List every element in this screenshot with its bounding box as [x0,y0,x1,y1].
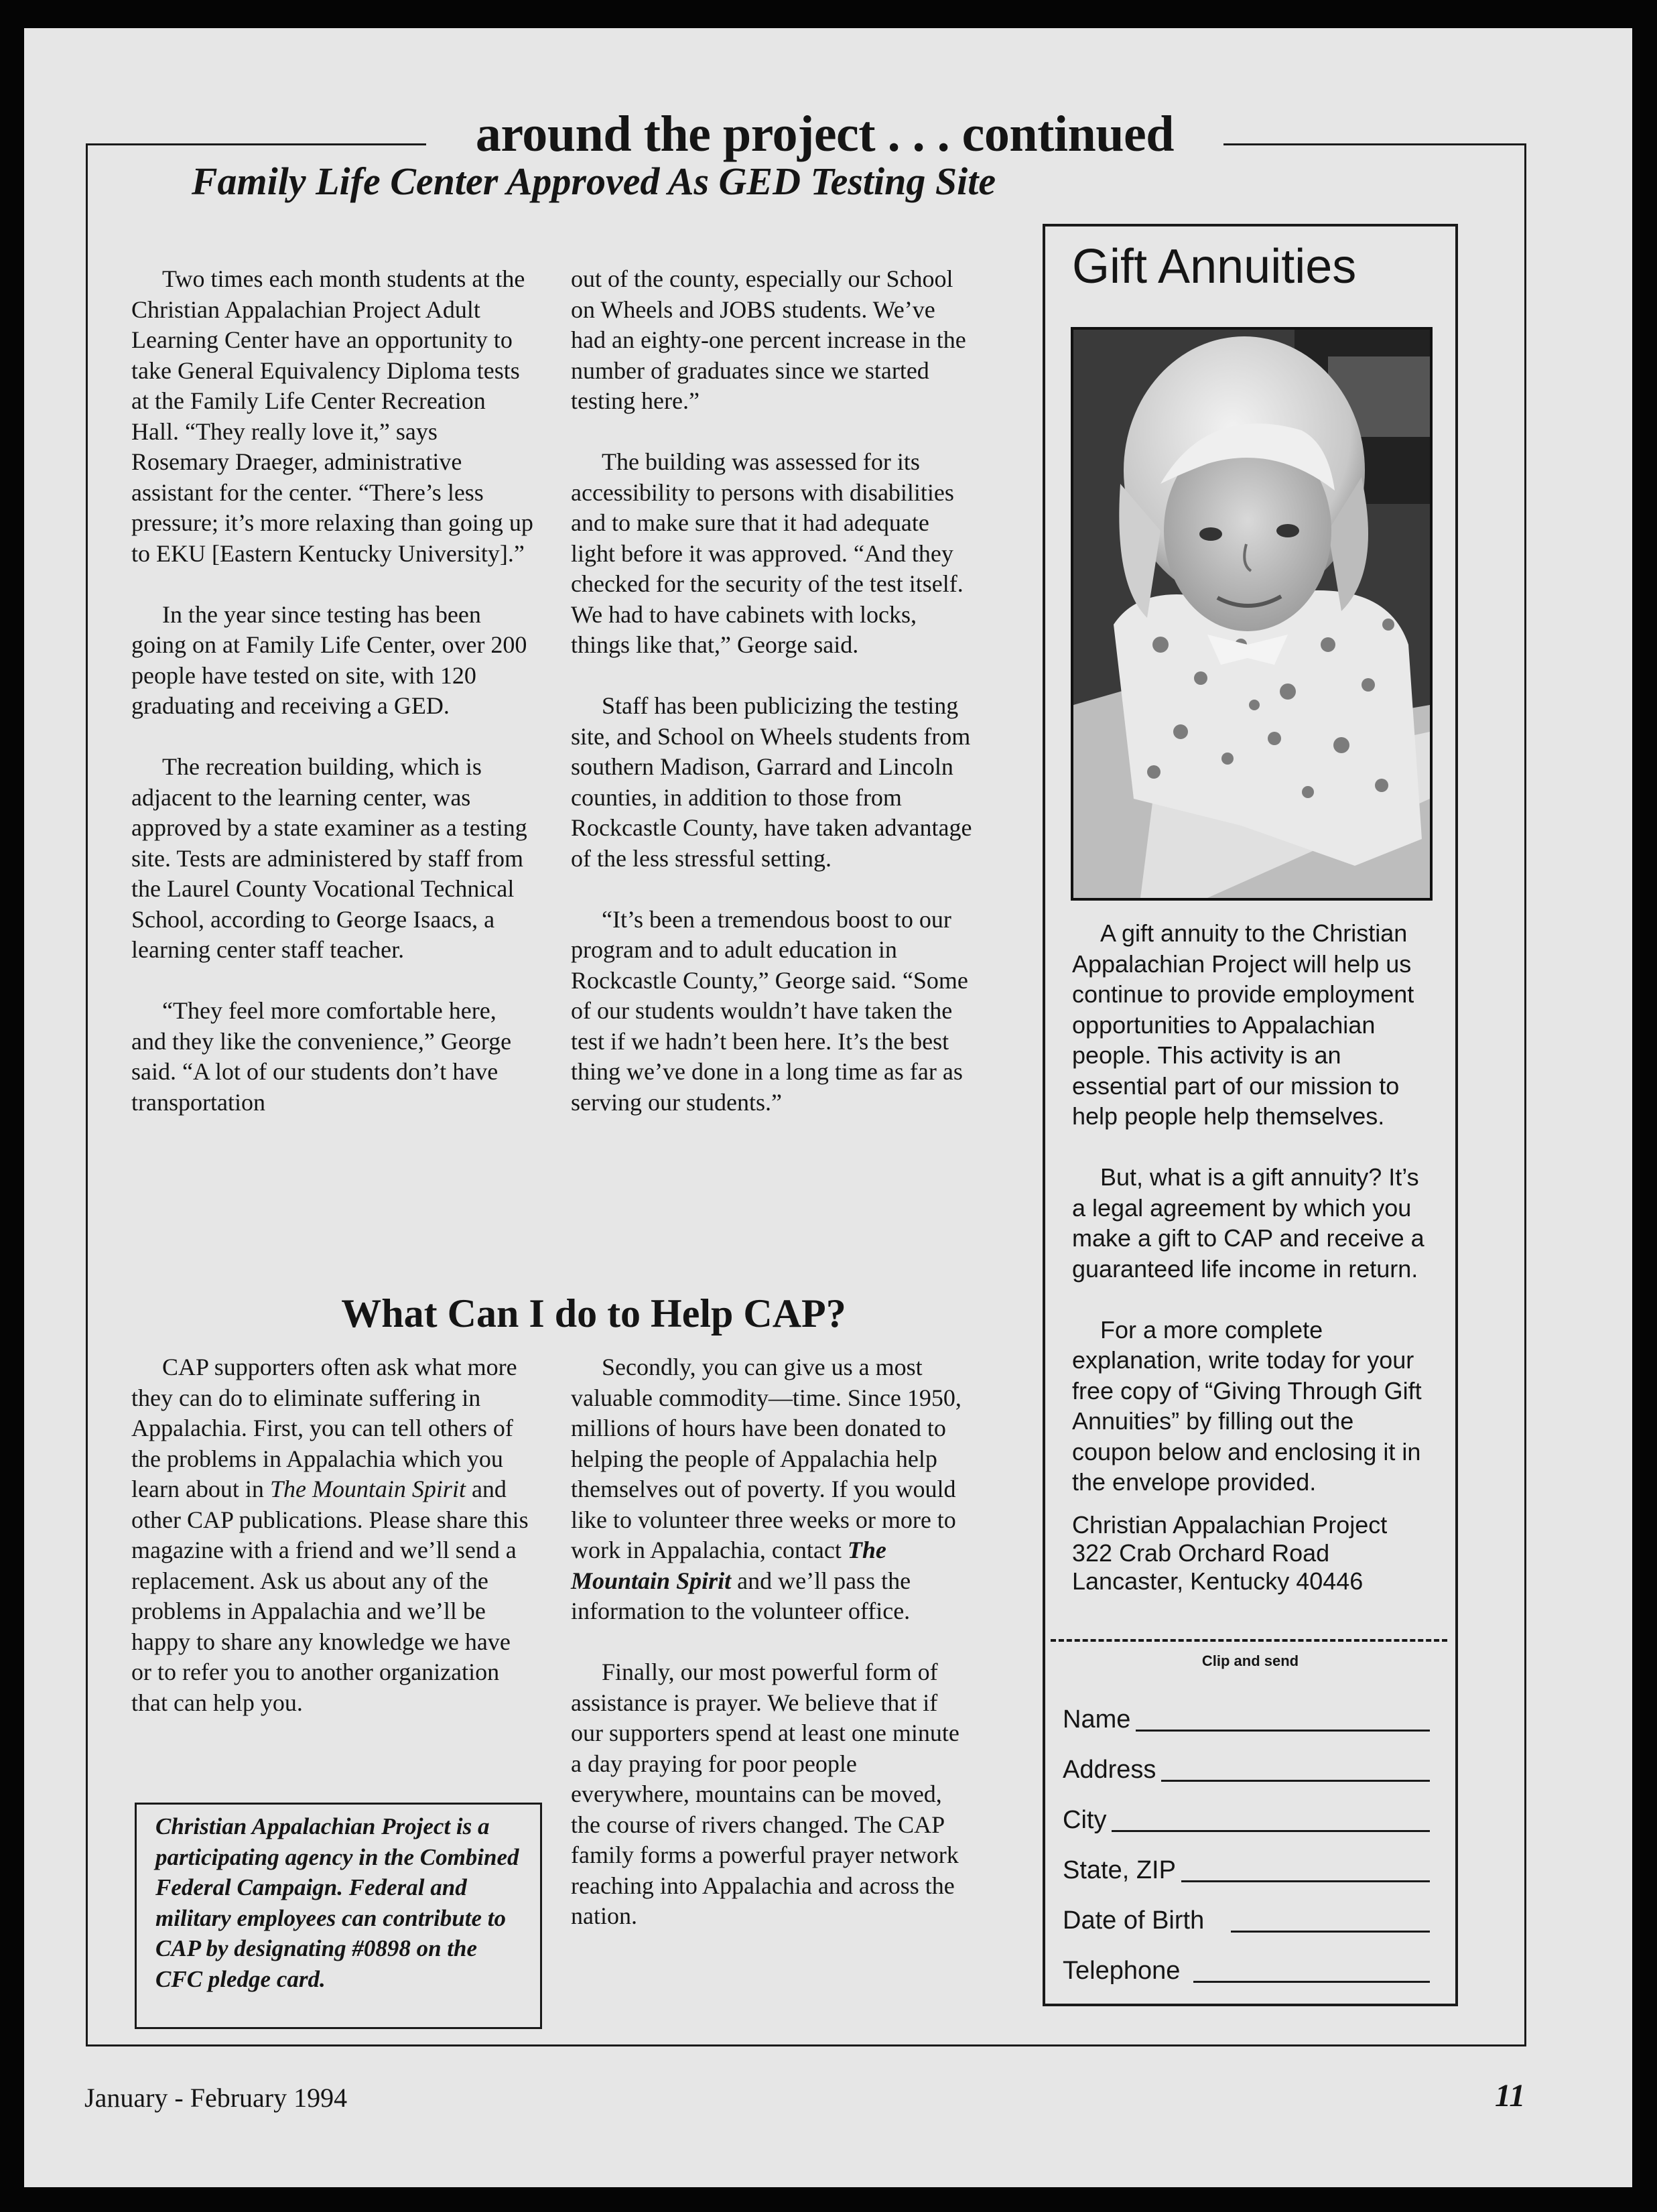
article-title-help-cap: What Can I do to Help CAP? [341,1291,846,1336]
paragraph: Secondly, you can give us a most valuable commodity—time. Since 1950, millions of hours have been donated to helping the people of Appalachia help themselves out of poverty. If you would like to volunteer three weeks or more to work in Appalachia, contact The Mountain Spirit and we’ll pass the information to the volunteer office. [571,1354,962,1624]
coupon-field-name[interactable] [1063,1701,1430,1738]
paragraph: For a more complete explanation, write today for your free copy of “Giving Through Gift Annuities” by filling out the coupon below and enclosing it in the envelope provided. [1072,1315,1422,1496]
paragraph: Two times each month students at the Christian Appalachian Project Adult Learning Center have an opportunity to take General Equivalency Diploma tests at the Family Life Center Recreation Hall. “They really love it,” says Rosemary Draeger, administrative assistant for the center. “There’s less pressure; it’s more relaxing than going up to EKU [Eastern Kentucky University].” [131,265,533,567]
field-line[interactable] [1181,1880,1430,1882]
paragraph: Finally, our most powerful form of assistance is prayer. We believe that if our supporters spend at least one minute a day praying for poor people everywhere, mountains can be moved, the course of rivers changed. The CAP family forms a powerful prayer network reaching into Appalachia and across the nation. [571,1658,959,1929]
field-label: Telephone [1063,1957,1181,1985]
cut-line [1051,1639,1447,1642]
coupon-field-address[interactable] [1063,1751,1430,1788]
sidebar-title: Gift Annuities [1072,240,1357,294]
coupon-field-city[interactable] [1063,1801,1430,1839]
paragraph: CAP supporters often ask what more they can do to eliminate suffering in Appalachia. First, you can tell others of the problems in Appalachia which you learn about in The Mountain Spirit and other CAP publications. Please share this magazine with a friend and we’ll send a replacement. Ask us about any of the problems in Appalachia and we’ll be happy to share any knowledge we have or to refer you to another organization that can help you. [131,1354,529,1716]
address-line: Lancaster, Kentucky 40446 [1072,1567,1364,1595]
paragraph: Staff has been publicizing the testing site, and School on Wheels students from southern Madison, Garrard and Lincoln counties, in addition to those from Rockcastle County, have taken advantage of the less stressful setting. [571,692,972,872]
paragraph: out of the county, especially our School on Wheels and JOBS students. We’ve had an eighty-one percent increase in the number of graduates since we started testing here.” [571,265,966,414]
cfc-notice-box [135,1803,542,2029]
publication-name: The Mountain Spirit [571,1537,886,1594]
ged-article-column-2 [571,264,973,1118]
paragraph: But, what is a gift annuity? It’s a legal agreement by which you make a gift to CAP and receive a guaranteed life income in return. [1072,1163,1424,1283]
ged-article-column-1 [131,264,533,1118]
issue-date: January - February 1994 [84,2083,348,2113]
field-line[interactable] [1231,1931,1430,1933]
article-title-ged: Family Life Center Approved As GED Testing Site [191,159,996,203]
sidebar-body [1072,918,1431,1596]
coupon-field-date-of-birth[interactable] [1063,1902,1430,1939]
coupon-field-state-zip[interactable] [1063,1851,1430,1889]
magazine-page [24,28,1632,2187]
publication-name: The Mountain Spirit [269,1476,466,1502]
help-article-column-1 [131,1352,533,1718]
paragraph: The recreation building, which is adjacent to the learning center, was approved by a state examiner as a testing site. Tests are administered by staff from the Laurel County Vocational Technical School, according to George Isaacs, a learning center staff teacher. [131,753,527,963]
coupon-field-telephone[interactable] [1063,1952,1430,1990]
field-label: Name [1063,1705,1131,1734]
paragraph: A gift annuity to the Christian Appalachian Project will help us continue to provide employment opportunities to Appalachian people. This activity is an essential part of our mission to help people help themselves. [1072,919,1414,1130]
address-line: 322 Crab Orchard Road [1072,1539,1330,1567]
help-article-column-2 [571,1352,973,1932]
field-line[interactable] [1112,1830,1430,1832]
field-label: Date of Birth [1063,1906,1205,1935]
paragraph: “They feel more comfortable here, and they like the convenience,” George said. “A lot of our students don’t have transportation [131,997,512,1116]
page-number: 11 [1495,2078,1526,2113]
paragraph: “It’s been a tremendous boost to our program and to adult education in Rockcastle County,” George said. “Some of our students wouldn’t have taken the test if we hadn’t been here. It’s the best thing we’ve done in a long time as far as serving our students.” [571,905,968,1116]
section-title: around the project . . . continued [426,101,1223,168]
gift-annuities-sidebar [1043,224,1458,2006]
clip-label: Clip and send [1201,1652,1299,1669]
paragraph: The building was assessed for its accessibility to persons with disabilities and to make sure that it had adequate light before it was approved. “And they checked for the security of the test itself. We had to have cabinets with locks, things like that,” George said. [571,448,964,658]
address-line: Christian Appalachian Project [1072,1510,1388,1539]
field-label: State, ZIP [1063,1856,1176,1884]
paragraph: In the year since testing has been going on at Family Life Center, over 200 people have tested on site, with 120 graduating and receiving a GED. [131,600,527,719]
field-line[interactable] [1136,1730,1430,1732]
field-line[interactable] [1193,1981,1430,1983]
field-label: Address [1063,1756,1156,1784]
child-photo [1071,327,1433,901]
field-label: City [1063,1806,1107,1834]
field-line[interactable] [1161,1780,1430,1782]
cfc-notice-text: Christian Appalachian Project is a participating agency in the Combined Federal Campaign. Federal and military employees can contribute to CAP by designating #0898 on the CFC pledge card. [155,1813,519,1992]
